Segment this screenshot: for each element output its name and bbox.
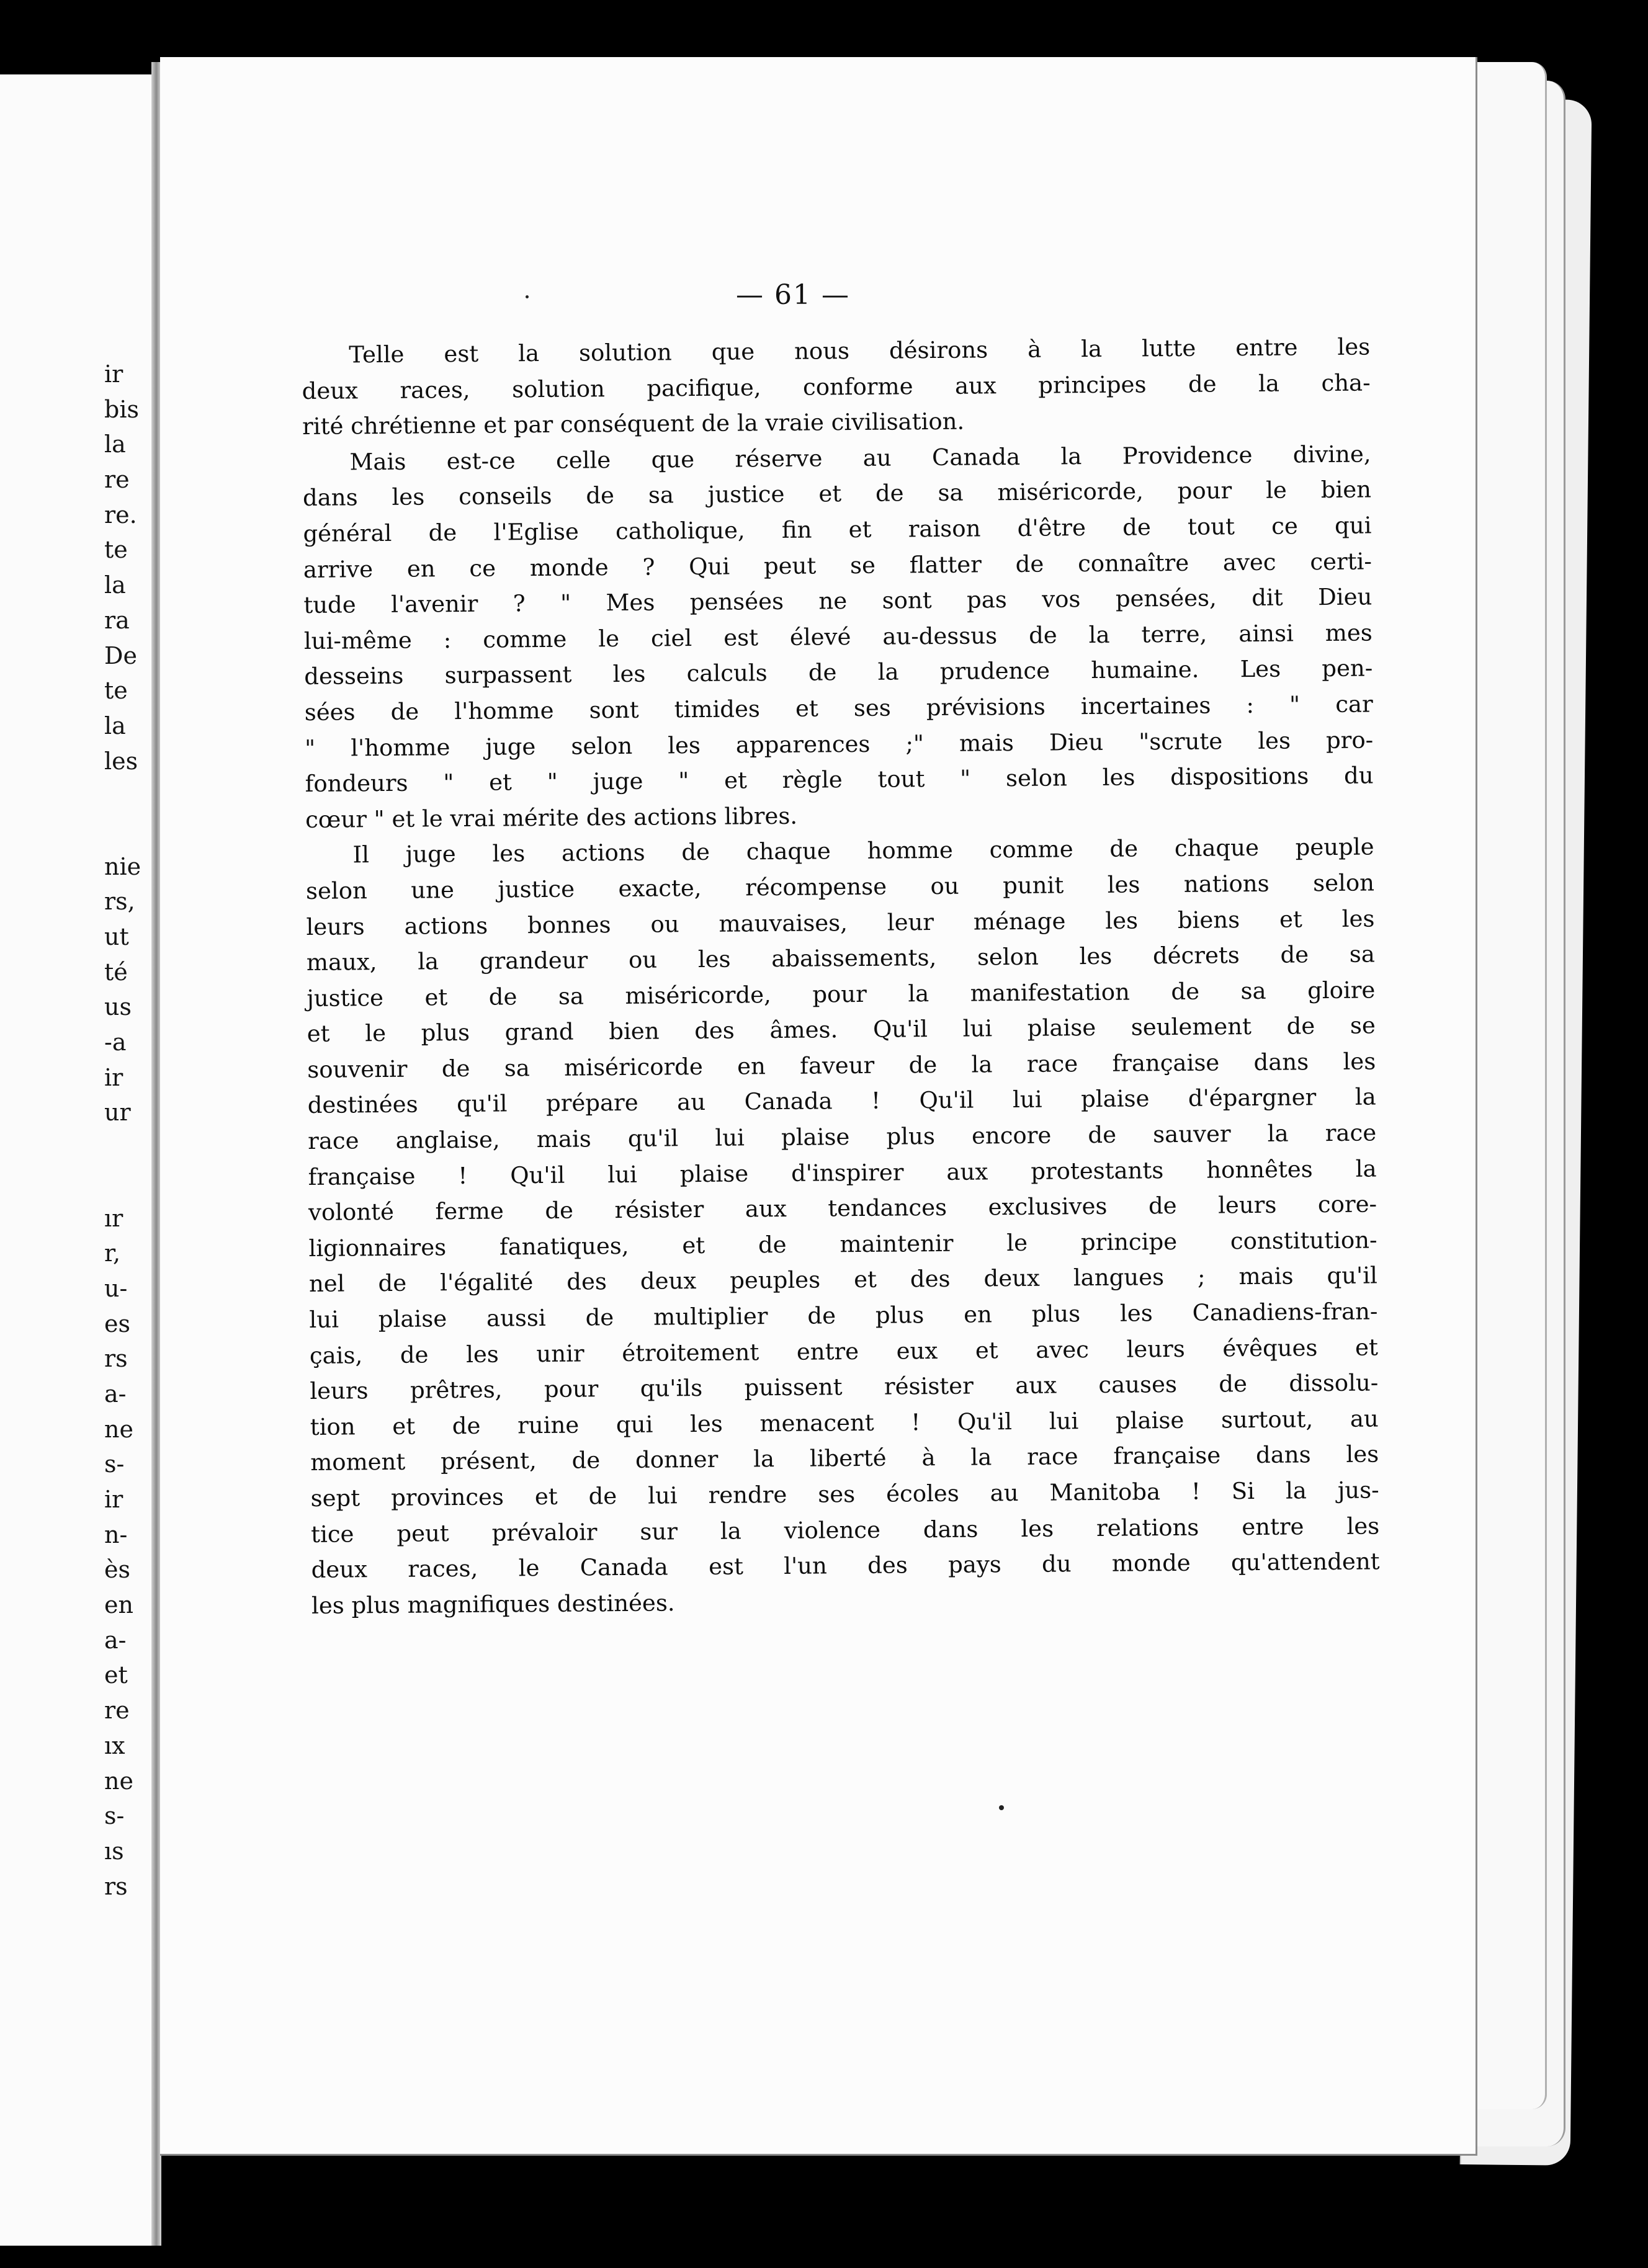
left-page-text-fragments [104, 357, 141, 1904]
text-line: tice peut prévaloir sur la violence dans les relations entre les [310, 1512, 1380, 1548]
print-speck [526, 295, 529, 298]
text-line: justice et de sa miséricorde, pour la manifestation de sa gloire [307, 976, 1376, 1012]
text-line: tude l'avenir ? " Mes pensées ne sont pas vos pensées, dit Dieu [303, 583, 1373, 619]
text-line: nel de l'égalité des deux peuples et des deux langues ; mais qu'il [308, 1262, 1378, 1298]
text-line: desseins surpassent les calculs de la prudence humaine. Les pen- [304, 654, 1373, 690]
left-page-line-fragment: a- [104, 1626, 127, 1654]
left-page-line-fragment: la [104, 571, 126, 599]
left-page-line-fragment: rs [104, 1345, 128, 1373]
text-line: ligionnaires fanatiques, et de maintenir le principe constitution- [308, 1226, 1377, 1262]
text-line: Mais est-ce celle que réserve au Canada la Providence divine, [349, 440, 1371, 476]
left-page-line-fragment: -a [104, 1029, 127, 1056]
left-facing-page [0, 74, 156, 2246]
text-line: dans les conseils de sa justice et de sa miséricorde, pour le bien [302, 476, 1372, 512]
left-page-line-fragment: u- [104, 1274, 128, 1302]
left-page-line-fragment: rs, [104, 888, 135, 916]
text-line: volonté ferme de résister aux tendances exclusives de leurs core- [308, 1190, 1377, 1226]
text-line: deux races, le Canada est l'un des pays du monde qu'attendent [311, 1548, 1380, 1584]
left-page-line-fragment: es [104, 1310, 130, 1337]
text-line: selon une justice exacte, récompense ou punit les nations selon [305, 869, 1375, 904]
left-page-line-fragment: De [104, 641, 137, 669]
text-line: française ! Qu'il lui plaise d'inspirer aux protestants honnêtes la [308, 1155, 1377, 1190]
left-page-line-fragment: nie [104, 852, 141, 880]
text-line: les plus magnifiques destinées. [311, 1589, 675, 1619]
text-line: souvenir de sa miséricorde en faveur de la race française dans les [307, 1048, 1376, 1083]
text-line: leurs actions bonnes ou mauvaises, leur ménage les biens et les [306, 904, 1375, 940]
left-page-line-fragment: ıs [104, 1837, 124, 1865]
left-page-line-fragment: n- [104, 1520, 128, 1548]
print-speck [999, 1805, 1004, 1810]
text-line: Il juge les actions de chaque homme comme de chaque peuple [352, 833, 1374, 868]
left-page-line-fragment [104, 779, 141, 814]
text-line: fondeurs " et " juge " et règle tout " selon les dispositions du [305, 762, 1374, 798]
text-line: lui plaise aussi de multiplier de plus en plus les Canadiens-fran- [309, 1298, 1378, 1333]
left-page-line-fragment: rs [104, 1872, 128, 1900]
left-page-line-fragment: ès [104, 1556, 130, 1584]
left-page-line-fragment: s- [104, 1450, 125, 1478]
left-page-line-fragment [104, 814, 141, 849]
text-line: lui-même : comme le ciel est élevé au-dessus de la terre, ainsi mes [303, 619, 1373, 654]
text-line: " l'homme juge selon les apparences ;" mais Dieu "scrute les pro- [305, 726, 1374, 762]
left-page-line-fragment: a- [104, 1380, 127, 1408]
left-page-line-fragment: ur [104, 1099, 131, 1127]
left-page-line-fragment: ir [104, 360, 123, 388]
text-line: sept provinces et de lui rendre ses écoles au Manitoba ! Si la jus- [310, 1476, 1379, 1512]
text-line: destinées qu'il prépare au Canada ! Qu'il lui plaise d'épargner la [307, 1083, 1376, 1119]
left-page-line-fragment: et [104, 1661, 128, 1689]
left-page-line-fragment: ra [104, 606, 130, 634]
text-line: tion et de ruine qui les menacent ! Qu'il lui plaise surtout, au [310, 1405, 1379, 1440]
left-page-line-fragment: ır [104, 1204, 123, 1232]
left-page-line-fragment: ir [104, 1063, 123, 1091]
text-line: cœur " et le vrai mérite des actions libres. [305, 802, 798, 833]
right-page [160, 57, 1477, 2156]
left-page-line-fragment: la [104, 431, 126, 458]
page-number: — 61 — [736, 279, 850, 311]
text-line: sées de l'homme sont timides et ses prévisions incertaines : " car [304, 690, 1373, 726]
text-line: arrive en ce monde ? Qui peut se flatter de connaître avec certi- [303, 548, 1373, 583]
text-line: çais, de les unir étroitement entre eux et avec leurs évêques et [309, 1334, 1379, 1369]
text-line: leurs prêtres, pour qu'ils puissent résister aux causes de dissolu- [310, 1369, 1379, 1405]
left-page-line-fragment: r, [104, 1239, 121, 1267]
text-line: rité chrétienne et par conséquent de la vraie civilisation. [302, 408, 965, 440]
text-line: race anglaise, mais qu'il lui plaise plus encore de sauver la race [308, 1119, 1377, 1155]
left-page-line-fragment: te [104, 677, 128, 705]
left-page-line-fragment: bis [104, 395, 139, 423]
body-text [302, 329, 1380, 1623]
left-page-line-fragment: ne [104, 1767, 133, 1795]
text-line: moment présent, de donner la liberté à la race française dans les [310, 1440, 1379, 1476]
left-page-line-fragment: ir [104, 1486, 123, 1513]
left-page-line-fragment: té [104, 958, 128, 986]
left-page-line-fragment: ıx [104, 1731, 125, 1759]
left-page-line-fragment: te [104, 536, 128, 564]
text-line: et le plus grand bien des âmes. Qu'il lui plaise seulement de se [307, 1012, 1376, 1048]
left-page-line-fragment: ut [104, 923, 129, 950]
left-page-line-fragment: us [104, 993, 132, 1021]
left-page-line-fragment [104, 1130, 141, 1166]
text-line: maux, la grandeur ou les abaissements, selon les décrets de sa [306, 940, 1376, 976]
left-page-line-fragment: re. [104, 501, 137, 529]
left-page-line-fragment: re [104, 1697, 130, 1725]
left-page-line-fragment: ne [104, 1415, 133, 1443]
left-page-line-fragment: s- [104, 1802, 125, 1830]
left-page-line-fragment: en [104, 1591, 133, 1619]
left-page-line-fragment: les [104, 747, 138, 775]
left-page-line-fragment [104, 1166, 141, 1201]
text-line: Telle est la solution que nous désirons à la lutte entre les [349, 333, 1371, 368]
left-page-line-fragment: re [104, 466, 130, 494]
text-line: deux races, solution pacifique, conforme aux principes de la cha- [302, 369, 1371, 404]
text-line: général de l'Eglise catholique, fin et raison d'être de tout ce qui [303, 512, 1372, 547]
left-page-line-fragment: la [104, 712, 126, 739]
